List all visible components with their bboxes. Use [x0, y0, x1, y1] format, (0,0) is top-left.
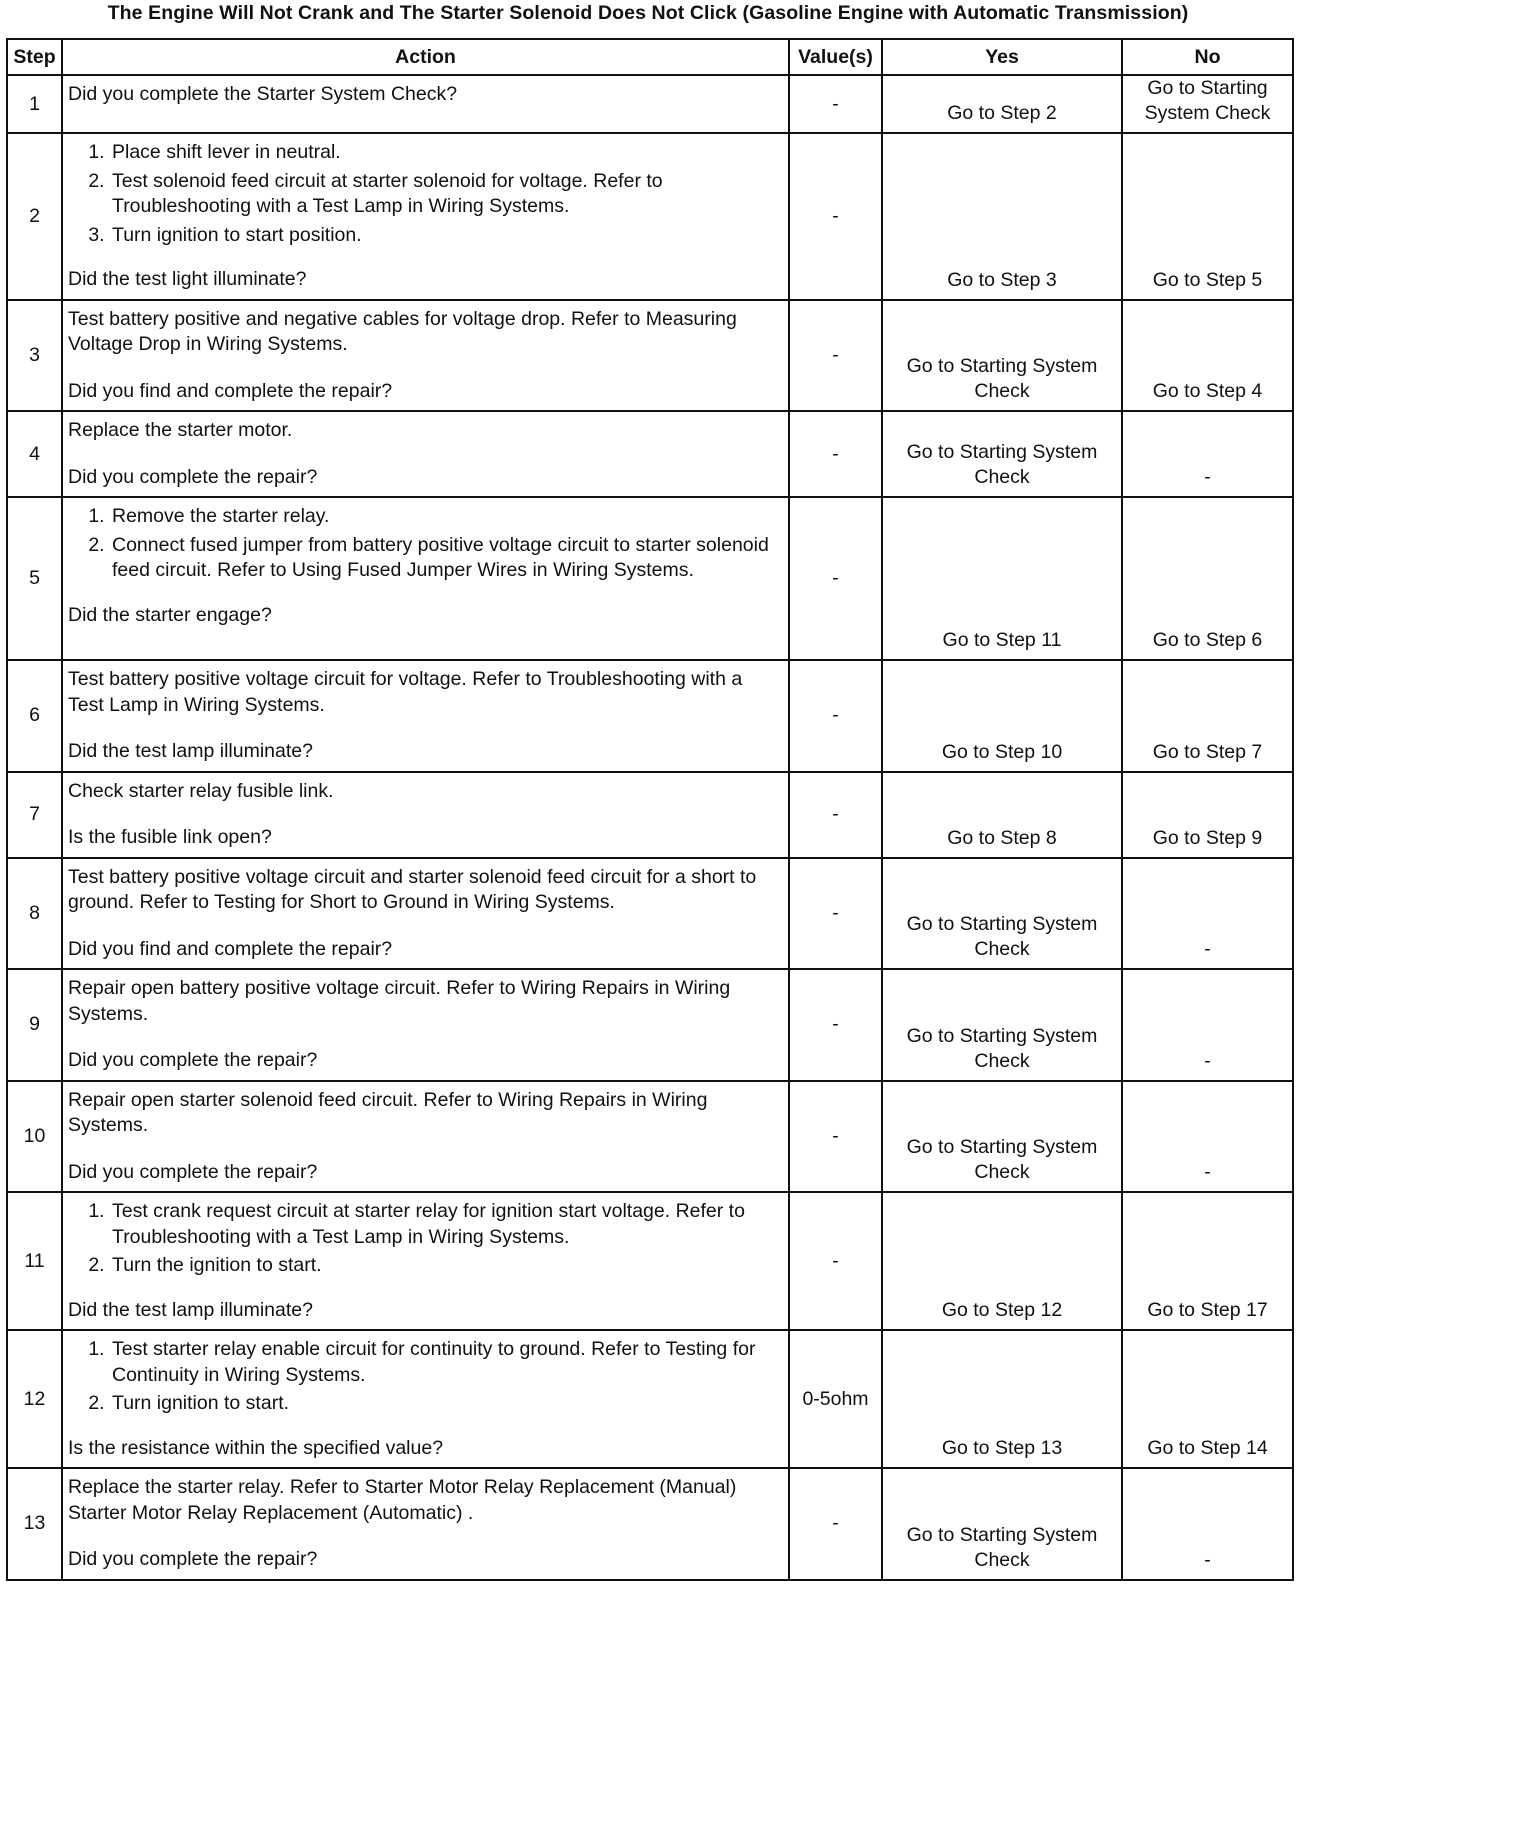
no-cell: Go to Step 9 — [1122, 772, 1293, 858]
action-intro: Did you complete the Starter System Check? — [68, 83, 458, 105]
no-cell: Go to Starting System Check — [1122, 75, 1293, 133]
header-values: Value(s) — [789, 39, 882, 75]
table-row — [7, 1330, 1293, 1468]
action-question: Did the test lamp illuminate? — [68, 1298, 313, 1321]
step-number: 12 — [7, 1330, 62, 1468]
action-steps-list — [68, 140, 782, 248]
action-question: Is the resistance within the specified value? — [68, 1436, 444, 1459]
action-cell — [62, 1330, 789, 1468]
value-cell: - — [789, 75, 882, 133]
value-cell: - — [789, 1468, 882, 1580]
step-number: 7 — [7, 772, 62, 858]
action-step-item: 2. Turn the ignition to start. — [110, 1253, 782, 1279]
action-question: Did the starter engage? — [68, 603, 272, 626]
yes-cell: Go to Starting System Check — [882, 1468, 1122, 1580]
header-no: No — [1122, 39, 1293, 75]
value-cell: - — [789, 497, 882, 660]
action-cell — [62, 858, 789, 970]
action-cell — [62, 1081, 789, 1193]
step-number: 6 — [7, 660, 62, 772]
action-question: Did you complete the repair? — [68, 1548, 318, 1570]
value-cell: - — [789, 133, 882, 300]
action-step-item: 2. Test solenoid feed circuit at starter solenoid for voltage. Refer to Troubleshooting with a Test Lamp in Wiring Systems. — [110, 169, 782, 220]
value-cell: - — [789, 300, 882, 412]
action-question: Did you complete the repair? — [68, 1049, 318, 1071]
no-cell: - — [1122, 1468, 1293, 1580]
yes-cell: Go to Step 11 — [882, 497, 1122, 660]
yes-cell: Go to Step 10 — [882, 660, 1122, 772]
no-cell: Go to Step 6 — [1122, 497, 1293, 660]
table-row — [7, 772, 1293, 858]
step-number: 1 — [7, 75, 62, 133]
action-intro: Replace the starter relay. Refer to Starter Motor Relay Replacement (Manual) Starter Motor Relay Replacement (Automatic) . — [68, 1476, 737, 1524]
yes-cell: Go to Starting System Check — [882, 969, 1122, 1081]
step-number: 5 — [7, 497, 62, 660]
table-row — [7, 411, 1293, 497]
step-number: 2 — [7, 133, 62, 300]
table-row — [7, 660, 1293, 772]
action-question: Did you complete the repair? — [68, 465, 318, 488]
action-cell — [62, 772, 789, 858]
yes-cell: Go to Starting System Check — [882, 300, 1122, 412]
table-row — [7, 300, 1293, 412]
yes-cell: Go to Starting System Check — [882, 1081, 1122, 1193]
action-cell — [62, 411, 789, 497]
value-cell: - — [789, 969, 882, 1081]
step-number: 4 — [7, 411, 62, 497]
header-action: Action — [62, 39, 789, 75]
yes-cell: Go to Step 2 — [882, 75, 1122, 133]
action-intro: Repair open starter solenoid feed circuit. Refer to Wiring Repairs in Wiring Systems. — [68, 1088, 708, 1136]
step-number: 9 — [7, 969, 62, 1081]
header-yes: Yes — [882, 39, 1122, 75]
action-steps-list — [68, 504, 782, 584]
no-cell: Go to Step 7 — [1122, 660, 1293, 772]
action-step-item: 1. Test crank request circuit at starter relay for ignition start voltage. Refer to Troubleshooting with a Test Lamp in Wiring Systems. — [110, 1199, 782, 1250]
value-cell: - — [789, 1192, 882, 1330]
action-step-item: 1. Remove the starter relay. — [110, 504, 782, 530]
no-cell: - — [1122, 411, 1293, 497]
action-question: Did the test light illuminate? — [68, 268, 307, 290]
diagnostic-table — [6, 38, 1294, 1581]
value-cell: - — [789, 858, 882, 970]
action-steps-list — [68, 1337, 782, 1417]
action-step-item: 2. Turn ignition to start. — [110, 1391, 782, 1417]
yes-cell: Go to Step 12 — [882, 1192, 1122, 1330]
yes-cell: Go to Starting System Check — [882, 411, 1122, 497]
table-header-row — [7, 39, 1293, 75]
no-cell: - — [1122, 1081, 1293, 1193]
action-question: Did the test lamp illuminate? — [68, 740, 313, 762]
action-question: Is the fusible link open? — [68, 826, 272, 848]
table-row — [7, 1192, 1293, 1330]
no-cell: Go to Step 17 — [1122, 1192, 1293, 1330]
value-cell: - — [789, 660, 882, 772]
action-cell — [62, 969, 789, 1081]
action-intro: Test battery positive voltage circuit for voltage. Refer to Troubleshooting with a Test Lamp in Wiring Systems. — [68, 668, 743, 716]
step-number: 11 — [7, 1192, 62, 1330]
value-cell: - — [789, 1081, 882, 1193]
action-cell — [62, 1192, 789, 1330]
action-intro: Replace the starter motor. — [68, 419, 293, 441]
yes-cell: Go to Step 3 — [882, 133, 1122, 300]
action-cell — [62, 497, 789, 660]
step-number: 3 — [7, 300, 62, 412]
no-cell: - — [1122, 969, 1293, 1081]
table-row — [7, 497, 1293, 660]
yes-cell: Go to Step 8 — [882, 772, 1122, 858]
page-title: The Engine Will Not Crank and The Starter Solenoid Does Not Click (Gasoline Engine with Automatic Transmission) — [107, 2, 1189, 24]
action-step-item: 2. Connect fused jumper from battery positive voltage circuit to starter solenoid feed circuit. Refer to Using Fused Jumper Wires in Wiring Systems. — [110, 533, 782, 584]
value-cell: - — [789, 411, 882, 497]
table-row — [7, 969, 1293, 1081]
action-step-item: 1. Test starter relay enable circuit for continuity to ground. Refer to Testing for Continuity in Wiring Systems. — [110, 1337, 782, 1388]
action-question: Did you find and complete the repair? — [68, 379, 393, 402]
table-row — [7, 133, 1293, 300]
action-cell — [62, 660, 789, 772]
value-cell: 0-5ohm — [789, 1330, 882, 1468]
action-intro: Test battery positive voltage circuit and starter solenoid feed circuit for a short to ground. Refer to Testing for Short to Ground in Wiring Systems. — [68, 865, 757, 913]
table-row — [7, 858, 1293, 970]
no-cell: Go to Step 14 — [1122, 1330, 1293, 1468]
yes-cell: Go to Step 13 — [882, 1330, 1122, 1468]
action-cell — [62, 1468, 789, 1580]
step-number: 8 — [7, 858, 62, 970]
no-cell: Go to Step 4 — [1122, 300, 1293, 412]
action-question: Did you complete the repair? — [68, 1160, 318, 1183]
action-step-item: 3. Turn ignition to start position. — [110, 223, 782, 249]
table-row — [7, 1468, 1293, 1580]
step-number: 10 — [7, 1081, 62, 1193]
action-intro: Repair open battery positive voltage circuit. Refer to Wiring Repairs in Wiring Systems. — [68, 977, 731, 1025]
table-row — [7, 1081, 1293, 1193]
action-cell — [62, 75, 789, 133]
value-cell: - — [789, 772, 882, 858]
header-step: Step — [7, 39, 62, 75]
yes-cell: Go to Starting System Check — [882, 858, 1122, 970]
action-step-item: 1. Place shift lever in neutral. — [110, 140, 782, 166]
action-intro: Test battery positive and negative cables for voltage drop. Refer to Measuring Voltage Drop in Wiring Systems. — [68, 307, 737, 355]
action-intro: Check starter relay fusible link. — [68, 779, 334, 802]
action-cell — [62, 133, 789, 300]
table-row — [7, 75, 1293, 133]
action-steps-list — [68, 1199, 782, 1279]
action-question: Did you find and complete the repair? — [68, 937, 393, 960]
no-cell: Go to Step 5 — [1122, 133, 1293, 300]
step-number: 13 — [7, 1468, 62, 1580]
action-cell — [62, 300, 789, 412]
no-cell: - — [1122, 858, 1293, 970]
